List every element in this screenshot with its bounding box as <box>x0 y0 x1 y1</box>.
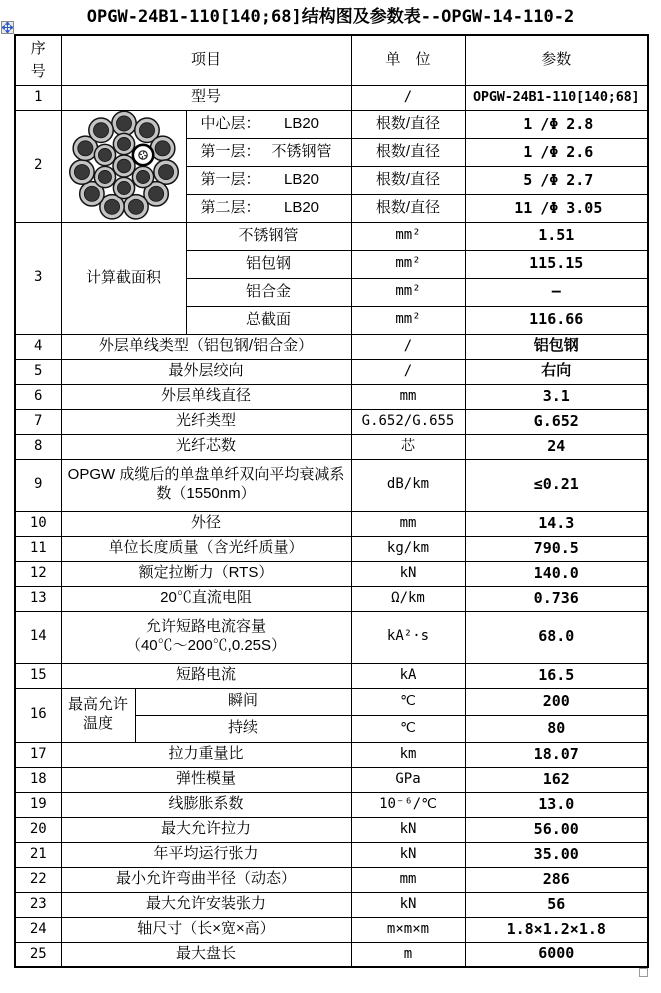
cell-param[interactable] <box>465 250 648 278</box>
header-col-param[interactable] <box>465 35 648 85</box>
cell-param[interactable] <box>465 892 648 917</box>
strand-count: 1 <box>523 114 533 133</box>
strand-count: 5 <box>523 170 533 189</box>
header-unit-label: 单 位 <box>385 50 431 68</box>
value: 162 <box>542 769 570 788</box>
cell-unit[interactable]: ℃ <box>351 688 465 715</box>
cell-param[interactable] <box>465 194 648 222</box>
value: 13.0 <box>538 794 575 813</box>
header-col-item[interactable] <box>61 35 351 85</box>
table-row <box>15 892 648 917</box>
cell-row-no[interactable]: 21 <box>15 842 61 867</box>
cell-unit[interactable]: G.652/G.655 <box>351 409 465 434</box>
table-row <box>15 817 648 842</box>
cell-item[interactable]: 短路电流 <box>61 663 351 688</box>
cell-item[interactable]: 弹性模量 <box>61 767 351 792</box>
value: 115.15 <box>529 254 584 273</box>
cell-param[interactable] <box>465 867 648 892</box>
layer-name: 第一层： <box>200 142 261 160</box>
layer-material: 不锈钢管 <box>271 142 332 160</box>
cell-unit[interactable]: km <box>351 742 465 767</box>
value: ≤0.21 <box>533 475 579 494</box>
table-row <box>15 742 648 767</box>
cell-unit[interactable]: mm <box>351 511 465 536</box>
value: 200 <box>542 691 570 710</box>
value: 140.0 <box>533 563 579 582</box>
value: 3.1 <box>542 386 570 405</box>
table-row <box>15 586 648 611</box>
header-param-label: 参数 <box>541 50 572 68</box>
cell-row-no[interactable]: 25 <box>15 942 61 967</box>
cable-cross-section-diagram <box>65 111 183 221</box>
cell-row-no[interactable]: 7 <box>15 409 61 434</box>
layer-name: 中心层： <box>200 114 261 132</box>
cell-param[interactable] <box>465 278 648 306</box>
cell-param[interactable] <box>465 942 648 967</box>
cell-unit[interactable]: / <box>351 334 465 359</box>
cell-row-no[interactable]: 24 <box>15 917 61 942</box>
cell-item[interactable]: 最外层绞向 <box>61 359 351 384</box>
table-row <box>15 511 648 536</box>
cell-unit[interactable]: 根数/直径 <box>351 194 465 222</box>
cell-item[interactable]: 最大盘长 <box>61 942 351 967</box>
cell-sub-item[interactable]: 不锈钢管 <box>186 222 351 250</box>
table-row <box>15 663 648 688</box>
header-item-label: 项目 <box>190 50 221 68</box>
table-row <box>15 110 648 138</box>
page-title: OPGW-24B1-110[140;68]结构图及参数表--OPGW-14-110-2 <box>86 7 575 27</box>
value: 286 <box>542 869 570 888</box>
cell-item[interactable]: 型号 <box>61 85 351 110</box>
cell-unit[interactable]: kg/km <box>351 536 465 561</box>
cell-layer-label[interactable] <box>186 110 351 138</box>
cell-param[interactable] <box>465 767 648 792</box>
cell-param[interactable] <box>465 688 648 715</box>
cell-unit[interactable]: 10⁻⁶/℃ <box>351 792 465 817</box>
cell-row-no[interactable]: 8 <box>15 434 61 459</box>
cell-param[interactable] <box>465 306 648 334</box>
strand-count: 1 <box>523 142 533 161</box>
value: 18.07 <box>533 744 579 763</box>
value: 790.5 <box>533 538 579 557</box>
value: 56 <box>547 894 566 913</box>
table-row <box>15 767 648 792</box>
cell-unit[interactable]: 根数/直径 <box>351 138 465 166</box>
value: – <box>551 282 561 301</box>
cell-param[interactable] <box>465 166 648 194</box>
layer-material: LB20 <box>283 170 320 188</box>
cell-sub-item[interactable]: 总截面 <box>186 306 351 334</box>
cell-param[interactable] <box>465 611 648 663</box>
cell-param[interactable] <box>465 742 648 767</box>
cell-unit[interactable]: 根数/直径 <box>351 166 465 194</box>
cell-unit[interactable]: m <box>351 942 465 967</box>
cell-item[interactable]: 年平均运行张力 <box>61 842 351 867</box>
strand-diameter: 2.6 <box>566 142 594 161</box>
cell-row-no[interactable]: 2 <box>15 110 61 222</box>
layer-material: LB20 <box>283 114 320 132</box>
cell-row-no[interactable]: 17 <box>15 742 61 767</box>
cell-item[interactable]: 光纤类型 <box>61 409 351 434</box>
value: 6000 <box>538 944 575 963</box>
value: 铝包钢 <box>533 337 579 355</box>
cell-item[interactable]: 最大允许拉力 <box>61 817 351 842</box>
cell-unit[interactable]: mm² <box>351 278 465 306</box>
cell-param[interactable] <box>465 715 648 742</box>
cell-param[interactable] <box>465 817 648 842</box>
cell-sub-item[interactable]: 铝包钢 <box>186 250 351 278</box>
cell-param[interactable] <box>465 586 648 611</box>
cell-row-no[interactable]: 20 <box>15 817 61 842</box>
cell-unit[interactable]: mm <box>351 867 465 892</box>
cell-row-no[interactable]: 9 <box>15 459 61 511</box>
cell-param[interactable] <box>465 138 648 166</box>
value: 1.51 <box>538 226 575 245</box>
layer-material: LB20 <box>283 198 320 216</box>
table-row <box>15 359 648 384</box>
cell-unit[interactable]: 根数/直径 <box>351 110 465 138</box>
item-line2: （40℃～200℃,0.25S） <box>125 637 287 654</box>
cell-row-no[interactable]: 6 <box>15 384 61 409</box>
cell-unit[interactable]: kA <box>351 663 465 688</box>
cell-unit[interactable]: kN <box>351 892 465 917</box>
cell-item[interactable]: OPGW 成缆后的单盘单纤双向平均衰减系数（1550nm） <box>61 459 351 511</box>
cell-param[interactable] <box>465 409 648 434</box>
table-row <box>15 561 648 586</box>
header-col-unit[interactable] <box>351 35 465 85</box>
cell-layer-label[interactable] <box>186 166 351 194</box>
cell-unit[interactable]: 芯 <box>351 434 465 459</box>
phi-symbol: /Φ <box>540 170 559 189</box>
table-row <box>15 334 648 359</box>
cell-item-group[interactable]: 最高允许温度 <box>61 688 135 742</box>
cell-unit[interactable]: mm² <box>351 306 465 334</box>
cell-item[interactable]: 单位长度质量（含光纤质量） <box>61 536 351 561</box>
cell-unit[interactable]: Ω/km <box>351 586 465 611</box>
cell-param[interactable] <box>465 792 648 817</box>
table-resize-handle[interactable] <box>639 968 648 977</box>
cell-row-no[interactable]: 18 <box>15 767 61 792</box>
cell-unit[interactable]: mm <box>351 384 465 409</box>
move-icon <box>2 22 13 33</box>
cell-item[interactable]: 外层单线类型（铝包钢/铝合金） <box>61 334 351 359</box>
header-no-label: 序号 <box>30 40 46 81</box>
table-row <box>15 459 648 511</box>
cell-layer-label[interactable] <box>186 138 351 166</box>
value: 1.8×1.2×1.8 <box>506 919 606 938</box>
table-row <box>15 434 648 459</box>
value: 16.5 <box>538 665 575 684</box>
cell-param[interactable] <box>465 334 648 359</box>
cell-unit[interactable]: dB/km <box>351 459 465 511</box>
table-row <box>15 842 648 867</box>
cell-row-no[interactable]: 22 <box>15 867 61 892</box>
phi-symbol: /Φ <box>540 142 559 161</box>
cell-row-no[interactable]: 14 <box>15 611 61 663</box>
layer-name: 第一层： <box>200 170 261 188</box>
cell-param[interactable] <box>465 222 648 250</box>
table-row <box>15 688 648 715</box>
cell-item[interactable]: 拉力重量比 <box>61 742 351 767</box>
phi-symbol: /Φ <box>540 198 559 217</box>
cell-unit[interactable]: / <box>351 359 465 384</box>
cell-param[interactable] <box>465 384 648 409</box>
cell-row-no[interactable]: 10 <box>15 511 61 536</box>
table-row <box>15 917 648 942</box>
cell-layer-label[interactable] <box>186 194 351 222</box>
cell-param[interactable] <box>465 561 648 586</box>
cell-unit[interactable]: kN <box>351 561 465 586</box>
strand-diameter: 2.8 <box>566 114 594 133</box>
cell-row-no[interactable]: 15 <box>15 663 61 688</box>
cell-unit[interactable]: kA²·s <box>351 611 465 663</box>
table-row <box>15 867 648 892</box>
value: 35.00 <box>533 844 579 863</box>
item-line1: 允许短路电流容量 <box>145 618 266 636</box>
value: G.652 <box>533 411 579 430</box>
cell-row-no[interactable]: 3 <box>15 222 61 334</box>
value: 56.00 <box>533 819 579 838</box>
cell-row-no[interactable]: 5 <box>15 359 61 384</box>
cell-param[interactable] <box>465 359 648 384</box>
value: 24 <box>547 436 566 455</box>
cell-param[interactable] <box>465 110 648 138</box>
cell-item[interactable] <box>61 611 351 663</box>
cell-item[interactable]: 外径 <box>61 511 351 536</box>
cell-row-no[interactable]: 19 <box>15 792 61 817</box>
value: 右向 <box>541 362 572 380</box>
model-code: OPGW-24B1-110[140;68] <box>473 89 640 106</box>
spec-table <box>14 34 649 968</box>
cell-unit[interactable]: GPa <box>351 767 465 792</box>
cell-item[interactable]: 最大允许安装张力 <box>61 892 351 917</box>
cell-param[interactable] <box>465 917 648 942</box>
cell-item[interactable]: 最小允许弯曲半径（动态） <box>61 867 351 892</box>
strand-diameter: 3.05 <box>566 198 603 217</box>
value: 0.736 <box>533 588 579 607</box>
table-row <box>15 409 648 434</box>
table-move-handle[interactable] <box>1 21 14 34</box>
cell-row-no[interactable]: 1 <box>15 85 61 110</box>
value: 116.66 <box>529 310 584 329</box>
cell-param[interactable] <box>465 85 648 110</box>
cell-unit[interactable]: kN <box>351 817 465 842</box>
cell-unit[interactable]: m×m×m <box>351 917 465 942</box>
cell-sub-item[interactable]: 铝合金 <box>186 278 351 306</box>
table-row <box>15 222 648 250</box>
cell-row-no[interactable]: 4 <box>15 334 61 359</box>
value: 14.3 <box>538 513 575 532</box>
table-row <box>15 85 648 110</box>
table-row <box>15 384 648 409</box>
cell-item[interactable]: 外层单线直径 <box>61 384 351 409</box>
cell-item[interactable]: 线膨胀系数 <box>61 792 351 817</box>
cell-unit[interactable]: mm² <box>351 222 465 250</box>
cell-row-no[interactable]: 11 <box>15 536 61 561</box>
cell-item[interactable]: 光纤芯数 <box>61 434 351 459</box>
cell-param[interactable] <box>465 459 648 511</box>
cell-unit[interactable]: / <box>351 85 465 110</box>
layer-name: 第二层： <box>200 198 261 216</box>
table-row <box>15 792 648 817</box>
value: 80 <box>547 718 566 737</box>
cell-item[interactable]: 20℃直流电阻 <box>61 586 351 611</box>
cell-param[interactable] <box>465 842 648 867</box>
cell-unit[interactable]: kN <box>351 842 465 867</box>
table-row <box>15 536 648 561</box>
table-row <box>15 942 648 967</box>
cell-unit[interactable]: ℃ <box>351 715 465 742</box>
cell-item[interactable]: 轴尺寸（长×宽×高） <box>61 917 351 942</box>
cell-row-no[interactable]: 13 <box>15 586 61 611</box>
cell-param[interactable] <box>465 511 648 536</box>
table-row <box>15 35 648 85</box>
strand-diameter: 2.7 <box>566 170 594 189</box>
cell-item[interactable]: 额定拉断力（RTS） <box>61 561 351 586</box>
phi-symbol: /Φ <box>540 114 559 133</box>
cell-row-no[interactable]: 23 <box>15 892 61 917</box>
cell-diagram[interactable] <box>61 110 186 222</box>
cell-item-group[interactable]: 计算截面积 <box>61 222 186 334</box>
cell-param[interactable] <box>465 434 648 459</box>
header-col-no[interactable] <box>15 35 61 85</box>
cell-sub-item[interactable]: 瞬间 <box>135 688 351 715</box>
cell-sub-item[interactable]: 持续 <box>135 715 351 742</box>
cell-row-no[interactable]: 16 <box>15 688 61 742</box>
cell-param[interactable] <box>465 536 648 561</box>
value: 68.0 <box>538 627 575 646</box>
cell-param[interactable] <box>465 663 648 688</box>
cell-row-no[interactable]: 12 <box>15 561 61 586</box>
table-row <box>15 611 648 663</box>
strand-count: 11 <box>514 198 533 217</box>
cell-unit[interactable]: mm² <box>351 250 465 278</box>
